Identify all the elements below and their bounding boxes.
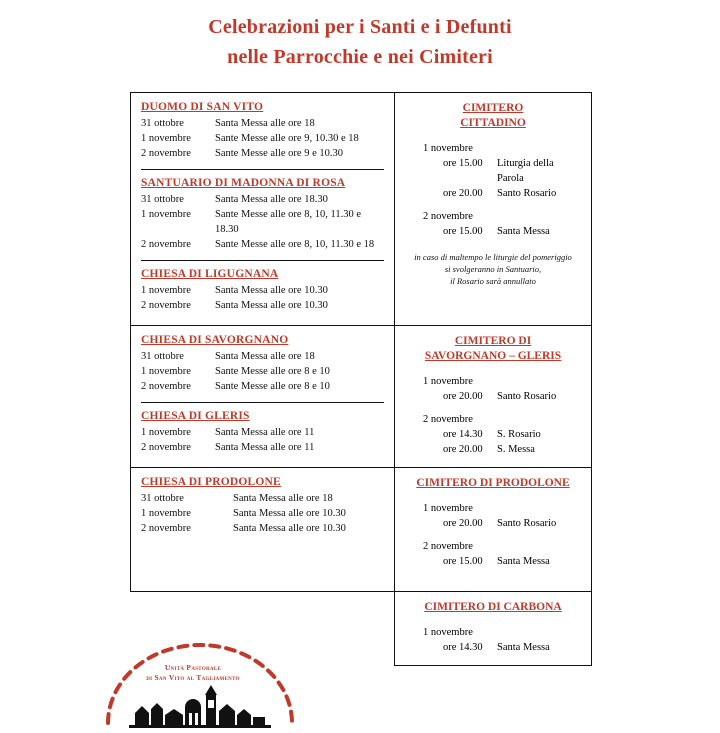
cemetery-day: 2 novembre [423,414,473,425]
schedule-desc: Santa Messa alle ore 18 [233,493,333,504]
schedule-row [141,364,384,379]
logo [100,615,310,720]
schedule-day: 2 novembre [141,523,191,534]
church-name: SANTUARIO DI MADONNA DI ROSA [141,177,346,189]
cemetery-title-line-1: CIMITERO DI [454,335,532,347]
schedule-desc: Santa Messa alle ore 10.30 [233,523,346,534]
schedule-desc: Sante Messe alle ore 8, 10, 11.30 e 18 [215,239,375,250]
church-block [141,169,384,252]
schedule-row [141,192,384,207]
schedule-row [141,521,384,536]
schedule-day: 1 novembre [141,209,191,220]
church-name: CHIESA DI PRODOLONE [141,476,281,488]
schedule-day: 2 novembre [141,148,191,159]
cemetery-desc: Santo Rosario [497,518,557,529]
schedule-desc: Santa Messa alle ore 10.30 [233,508,346,519]
church-rows [141,192,384,252]
cemetery-day: 1 novembre [423,143,473,154]
title-line-2: nelle Parrocchie e nei Cimiteri [227,46,493,68]
schedule-day: 2 novembre [141,300,191,311]
cemetery-desc: Santo Rosario [497,391,557,402]
schedule-row [141,283,384,298]
cemetery-day: 1 novembre [423,503,473,514]
schedule-desc: Santa Messa alle ore 18 [215,351,315,362]
schedule-row [141,379,384,394]
schedule-day: 31 ottobre [141,351,184,362]
schedule-row [141,237,384,252]
cemetery-cell-2 [395,326,592,468]
cemetery-desc: Liturgia della Parola [497,158,554,184]
cemetery-day: 2 novembre [423,211,473,222]
schedule-table [130,92,592,666]
churches-cell-2 [131,326,395,468]
schedule-row [141,146,384,161]
schedule-day: 2 novembre [141,381,191,392]
schedule-day: 2 novembre [141,239,191,250]
schedule-day: 2 novembre [141,442,191,453]
schedule-desc: Santa Messa alle ore 10.30 [215,285,328,296]
church-rows [141,349,384,394]
church-rows [141,425,384,455]
cemetery-hour: ore 20.00 [443,188,483,199]
cemetery-cell-3 [395,468,592,592]
schedule-table-wrapper [130,92,590,666]
church-block [141,101,384,161]
cemetery-item [443,442,581,457]
schedule-row [141,207,384,237]
schedule-day: 31 ottobre [141,493,184,504]
schedule-day: 1 novembre [141,366,191,377]
schedule-row [141,506,384,521]
logo-line-2: di San Vito al Tagliamento [146,673,240,682]
churches-cell-1 [131,93,395,326]
church-name: CHIESA DI LIGUGNANA [141,268,279,280]
cemetery-note-line-3: il Rosario sarà annullato [450,276,536,286]
schedule-row [141,131,384,146]
title-line-1: Celebrazioni per i Santi e i Defunti [208,16,512,38]
schedule-desc: Santa Messa alle ore 11 [215,427,315,438]
schedule-day: 1 novembre [141,133,191,144]
cemetery-hour: ore 15.00 [443,226,483,237]
cemetery-item [443,186,581,201]
cemetery-hour: ore 20.00 [443,391,483,402]
cemetery-desc: Santa Messa [497,556,550,567]
table-row [131,468,592,592]
schedule-row [141,440,384,455]
schedule-desc: Santa Messa alle ore 11 [215,442,315,453]
churches-cell-3 [131,468,395,592]
schedule-day: 31 ottobre [141,194,184,205]
cemetery-item [443,516,581,531]
church-name: CHIESA DI SAVORGNANO [141,334,289,346]
church-block [141,334,384,394]
schedule-desc: Sante Messe alle ore 9 e 10.30 [215,148,344,159]
cemetery-title [405,101,581,131]
cemetery-hour: ore 14.30 [443,642,483,653]
cemetery-desc: Santa Messa [497,226,550,237]
schedule-day: 1 novembre [141,508,191,519]
schedule-row [141,116,384,131]
cemetery-title-line-1: CIMITERO DI CARBONA [424,601,562,613]
church-rows [141,116,384,161]
cemetery-note [405,251,581,287]
church-block [141,476,384,536]
cemetery-title [405,600,581,615]
cemetery-day: 2 novembre [423,541,473,552]
cemetery-desc: Santa Messa [497,642,550,653]
cemetery-cell-4 [395,592,592,666]
schedule-desc: Santa Messa alle ore 18.30 [215,194,328,205]
church-name: CHIESA DI GLERIS [141,410,250,422]
cemetery-title [405,334,581,364]
schedule-day: 31 ottobre [141,118,184,129]
cemetery-title-line-1: CIMITERO [462,102,524,114]
cemetery-title-line-2: SAVORGNANO – GLERIS [424,350,562,362]
cemetery-cell-1 [395,93,592,326]
schedule-day: 1 novembre [141,427,191,438]
cemetery-day: 1 novembre [423,376,473,387]
cemetery-item [443,156,581,186]
skyline-icon [125,685,275,733]
schedule-desc: Sante Messe alle ore 8, 10, 11.30 e 18.30 [215,209,361,235]
schedule-row [141,298,384,313]
cemetery-title [405,476,581,491]
schedule-desc: Santa Messa alle ore 10.30 [215,300,328,311]
church-block [141,402,384,455]
church-rows [141,283,384,313]
cemetery-hour: ore 20.00 [443,444,483,455]
schedule-desc: Sante Messe alle ore 9, 10.30 e 18 [215,133,359,144]
church-rows [141,491,384,536]
cemetery-title-line-1: CIMITERO DI PRODOLONE [416,477,570,489]
cemetery-hour: ore 15.00 [443,556,483,567]
cemetery-note-line-1: in caso di maltempo le liturgie del pomeriggio [414,252,572,262]
cemetery-item [443,224,581,239]
cemetery-item [443,427,581,442]
schedule-desc: Santa Messa alle ore 18 [215,118,315,129]
schedule-day: 1 novembre [141,285,191,296]
schedule-row [141,425,384,440]
page-title [0,0,720,72]
cemetery-day: 1 novembre [423,627,473,638]
cemetery-item [443,554,581,569]
schedule-row [141,491,384,506]
schedule-desc: Sante Messe alle ore 8 e 10 [215,366,330,377]
logo-text [118,663,268,683]
cemetery-item [443,389,581,404]
cemetery-desc: Santo Rosario [497,188,557,199]
cemetery-hour: ore 14.30 [443,429,483,440]
schedule-desc: Sante Messe alle ore 8 e 10 [215,381,330,392]
cemetery-desc: S. Messa [497,444,535,455]
table-row [131,93,592,326]
church-name: DUOMO DI SAN VITO [141,101,264,113]
table-row [131,326,592,468]
schedule-row [141,349,384,364]
cemetery-note-line-2: si svolgeranno in Santuario, [444,264,542,274]
church-block [141,260,384,313]
cemetery-hour: ore 20.00 [443,518,483,529]
cemetery-hour: ore 15.00 [443,158,483,169]
cemetery-desc: S. Rosario [497,429,541,440]
cemetery-item [443,640,581,655]
logo-line-1: Unità Pastorale [164,663,222,672]
cemetery-title-line-2: CITTADINO [460,117,526,129]
